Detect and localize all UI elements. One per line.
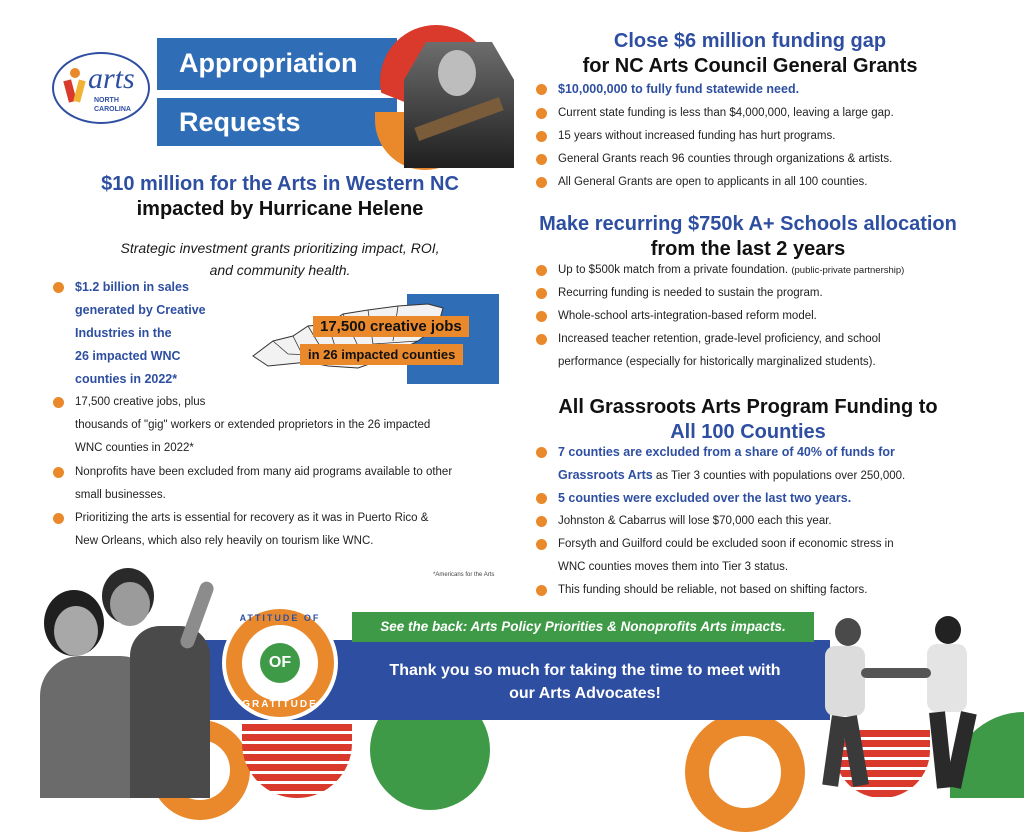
grass-bullet-0: 7 counties are excluded from a share of 40% of funds for Grassroots Arts as Tier 3 counties with populations over 250,000. xyxy=(558,441,988,488)
logo-sub2: CAROLINA xyxy=(94,106,131,113)
guitarist-photo xyxy=(404,42,514,168)
bullet-dot-icon xyxy=(536,154,547,165)
western-bullet-nonprofits: Nonprofits have been excluded from many aid programs available to other small businesses. xyxy=(75,461,505,507)
banner-appropriation: Appropriation xyxy=(157,38,397,90)
bullet-dot-icon xyxy=(536,539,547,550)
bullet-dot-icon xyxy=(536,288,547,299)
gap-title: Close $6 million funding gap xyxy=(613,30,887,52)
thank-you-line-2: our Arts Advocates! xyxy=(509,685,661,702)
western-bullet-sales: $1.2 billion in sales generated by Creative Industries in the 26 impacted WNC counties in 2022* xyxy=(75,276,265,391)
aplus-title: Make recurring $750k A+ Schools allocation xyxy=(539,213,957,235)
gap-bullet-1: Current state funding is less than $4,000,000, leaving a large gap. xyxy=(558,102,894,125)
bullet-dot-icon xyxy=(536,585,547,596)
western-subtitle: impacted by Hurricane Helene xyxy=(136,198,424,220)
bullet-dot-icon xyxy=(536,493,547,504)
grass-title: All Grassroots Arts Program Funding to xyxy=(558,396,938,418)
aplus-bullet-3: Increased teacher retention, grade-level proficiency, and school performance (especially for historically marginalized students). xyxy=(558,328,978,374)
gap-bullet-0: $10,000,000 to fully fund statewide need. xyxy=(558,78,799,101)
grass-bullet-3: Forsyth and Guilford could be excluded soon if economic stress in WNC counties moves them into Tier 3 status. xyxy=(558,533,988,579)
logo-sub1: NORTH xyxy=(94,97,119,104)
gap-bullet-4: All General Grants are open to applicants in all 100 counties. xyxy=(558,171,867,194)
bullet-dot-icon xyxy=(53,513,64,524)
grass-bullet-2: Johnston & Cabarrus will lose $70,000 each this year. xyxy=(558,510,832,533)
bullet-dot-icon xyxy=(536,108,547,119)
bullet-dot-icon xyxy=(53,397,64,408)
green-banner: See the back: Arts Policy Priorities & Nonoprofits Arts impacts. xyxy=(352,612,814,642)
aplus-bullet-2: Whole-school arts-integration-based reform model. xyxy=(558,305,817,328)
aplus-subtitle: from the last 2 years xyxy=(650,238,846,260)
western-bullet-recovery: Prioritizing the arts is essential for recovery as it was in Puerto Rico & New Orleans, which also rely heavily on tourism like WNC. xyxy=(75,507,505,553)
bullet-dot-icon xyxy=(536,311,547,322)
western-tagline-2: and community health. xyxy=(209,262,351,278)
banner-requests: Requests xyxy=(157,98,397,146)
badge-top-text: ATTITUDE OF xyxy=(239,613,321,623)
students-photo xyxy=(40,560,225,798)
bullet-dot-icon xyxy=(536,334,547,345)
bullet-dot-icon xyxy=(53,467,64,478)
bullet-dot-icon xyxy=(536,131,547,142)
bullet-dot-icon xyxy=(536,447,547,458)
gap-subtitle: for NC Arts Council General Grants xyxy=(582,55,918,77)
dancers-photo xyxy=(815,612,985,798)
nc-arts-logo xyxy=(52,52,150,124)
gap-bullet-3: General Grants reach 96 counties through organizations & artists. xyxy=(558,148,892,171)
bullet-dot-icon xyxy=(536,84,547,95)
map-jobs-label: 17,500 creative jobs xyxy=(313,316,469,337)
western-title: $10 million for the Arts in Western NC xyxy=(101,173,459,195)
aplus-bullet-1: Recurring funding is needed to sustain the program. xyxy=(558,282,823,305)
thank-you-line-1: Thank you so much for taking the time to meet with xyxy=(389,662,781,679)
footnote: *Americans for the Arts xyxy=(433,572,495,578)
badge-center-circle: OF xyxy=(260,643,300,683)
map-counties-label: in 26 impacted counties xyxy=(300,344,463,365)
orange-arch-right xyxy=(685,712,805,832)
grass-bullet-1: 5 counties were excluded over the last two years. xyxy=(558,487,851,510)
red-stripe-half-circle xyxy=(242,724,352,798)
gap-bullet-2: 15 years without increased funding has hurt programs. xyxy=(558,125,835,148)
logo-figure-icon xyxy=(66,68,88,104)
badge-bottom-text: GRATITUDE xyxy=(242,699,318,710)
aplus-bullet-0: Up to $500k match from a private foundation. (public-private partnership) xyxy=(558,259,904,282)
grass-bullet-4: This funding should be reliable, not based on shifting factors. xyxy=(558,579,867,602)
bullet-dot-icon xyxy=(536,265,547,276)
gratitude-badge xyxy=(222,605,338,721)
bullet-dot-icon xyxy=(53,282,64,293)
western-tagline-1: Strategic investment grants prioritizing impact, ROI, xyxy=(120,240,440,256)
logo-word: arts xyxy=(88,62,135,95)
bullet-dot-icon xyxy=(536,177,547,188)
grass-subtitle: All 100 Counties xyxy=(670,421,826,443)
bullet-dot-icon xyxy=(536,516,547,527)
western-bullet-jobs: 17,500 creative jobs, plus thousands of "gig" workers or extended proprietors in the 26 impacted WNC counties in 2022* xyxy=(75,391,505,460)
